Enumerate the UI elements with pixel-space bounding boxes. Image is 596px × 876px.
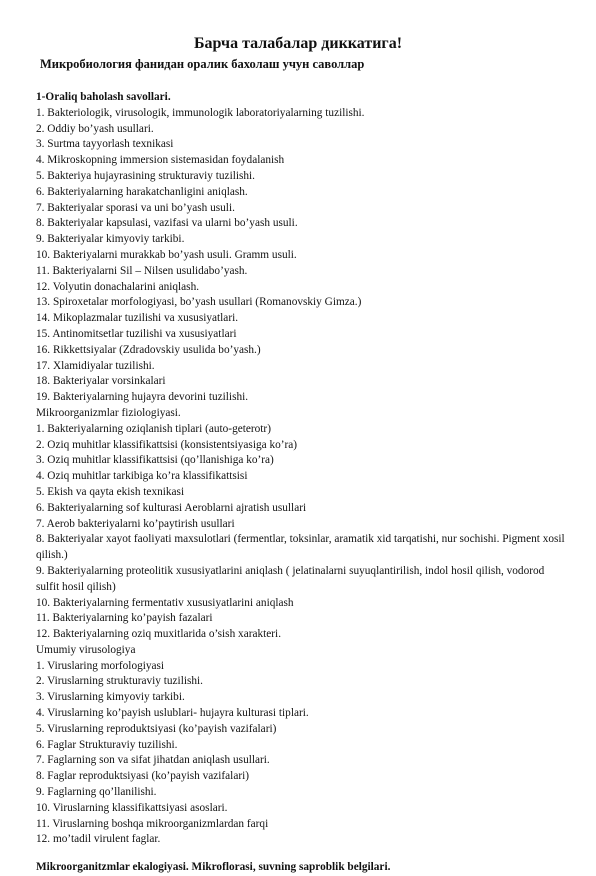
question-item: 7. Faglarning son va sifat jihatdan aniqlash usullari. — [36, 754, 270, 767]
question-item: 7. Aerob bakteriyalarni ko’paytirish usullari — [36, 517, 235, 530]
question-item: 19. Bakteriyalarning hujayra devorini tuzilishi. — [36, 391, 249, 404]
question-item: 11. Viruslarning boshqa mikroorganizmlardan farqi — [36, 817, 269, 830]
question-item: 2. Oziq muhitlar klassifikattsisi (konsistentsiyasiga ko’ra) — [36, 438, 298, 451]
question-item: 5. Viruslarning reproduktsiyasi (ko’payish vazifalari) — [36, 722, 277, 735]
question-item: 12. Bakteriyalarning oziq muxitlarida o’sish xarakteri. — [36, 628, 282, 641]
question-item: 6. Faglar Strukturaviy tuzilishi. — [36, 738, 178, 751]
question-item: 1. Bakteriyalarning oziqlanish tiplari (auto-geterotr) — [36, 422, 271, 435]
question-item: 5. Ekish va qayta ekish texnikasi — [36, 485, 185, 498]
question-item: 5. Bakteriya hujayrasining strukturaviy tuzilishi. — [36, 169, 255, 182]
question-item: 6. Bakteriyalarning sof kulturasi Aeroblarni ajratish usullari — [36, 501, 307, 514]
question-item: 8. Bakteriyalar xayot faoliyati maxsulotlari (fermentlar, toksinlar, aramatik xid tarqatishi, nur sochishi. Pigment xosil qilish.) — [36, 533, 565, 562]
question-item: 12. mo’tadil virulent faglar. — [36, 833, 161, 846]
question-item: 14. Mikoplazmalar tuzilishi va xususiyatlari. — [36, 312, 239, 325]
section2-list — [36, 422, 566, 643]
question-item: 17. Xlamidiyalar tuzilishi. — [36, 359, 155, 372]
question-item: 3. Viruslarning kimyoviy tarkibi. — [36, 691, 185, 704]
question-item: 10. Viruslarning klassifikattsiyasi asoslari. — [36, 801, 228, 814]
question-item: 18. Bakteriyalar vorsinkalari — [36, 375, 166, 388]
question-item: 8. Bakteriyalar kapsulasi, vazifasi va ularni bo’yash usuli. — [36, 217, 298, 230]
spacer — [36, 848, 566, 860]
question-item: 15. Antinomitsetlar tuzilishi va xususiyatlari — [36, 327, 237, 340]
question-item: 6. Bakteriyalarning harakatchanligini aniqlash. — [36, 185, 248, 198]
question-item: 2. Viruslarning strukturaviy tuzilishi. — [36, 675, 203, 688]
section3-list — [36, 659, 566, 849]
question-item: 9. Bakteriyalarning proteolitik xususiyatlarini aniqlash ( jelatinalarni suyuqlantirilish, indol hosil qilish, vodorod sulfit hosil qilish) — [36, 564, 545, 593]
question-item: 13. Spiroxetalar morfologiyasi, bo’yash usullari (Romanovskiy Gimza.) — [36, 296, 362, 309]
question-item: 7. Bakteriyalar sporasi va uni bo’yash usuli. — [36, 201, 235, 214]
question-item: 16. Rikkettsiyalar (Zdradovskiy usulida bo’yash.) — [36, 343, 261, 356]
question-item: 11. Bakteriyalarning ko’payish fazalari — [36, 612, 213, 625]
question-item: 10. Bakteriyalarning fermentativ xususiyatlarini aniqlash — [36, 596, 294, 609]
question-item: 1. Viruslaring morfologiyasi — [36, 659, 165, 672]
question-item: 3. Oziq muhitlar klassifikattsisi (qo’llanishiga ko’ra) — [36, 454, 274, 467]
section-heading-fiziologiya: Mikroorganizmlar fiziologiyasi. — [36, 406, 181, 419]
question-item: 2. Oddiy bo’yash usullari. — [36, 122, 154, 135]
question-item: 1. Bakteriologik, virusologik, immunologik laboratoriyalarning tuzilishi. — [36, 106, 365, 119]
page-title: Барча талабалар диккатига! — [193, 35, 403, 52]
question-item: 4. Oziq muhitlar tarkibiga ko’ra klassifikattsisi — [36, 470, 248, 483]
question-item: 10. Bakteriyalarni murakkab bo’yash usuli. Gramm usuli. — [36, 248, 297, 261]
question-item: 12. Volyutin donachalarini aniqlash. — [36, 280, 200, 293]
question-item: 3. Surtma tayyorlash texnikasi — [36, 138, 174, 151]
page-subtitle: Микробиология фанидан оралик бахолаш учун саволлар — [40, 57, 365, 71]
section-heading-ekologiya: Mikroorganitzmlar ekalogiyasi. Mikroflorasi, suvning saproblik belgilari. — [36, 861, 391, 874]
section-heading-oraliq: 1-Oraliq baholash savollari. — [36, 91, 171, 103]
question-item: 4. Mikroskopning immersion sistemasidan foydalanish — [36, 154, 285, 167]
question-item: 9. Bakteriyalar kimyoviy tarkibi. — [36, 233, 185, 246]
question-item: 9. Faglarning qo’llanilishi. — [36, 786, 157, 799]
question-item: 4. Viruslarning ko’payish uslublari- hujayra kulturasi tiplari. — [36, 707, 309, 720]
question-list — [36, 90, 566, 876]
section-heading-virusologiya: Umumiy virusologiya — [36, 643, 136, 656]
question-item: 11. Bakteriyalarni Sil – Nilsen usulidabo’yash. — [36, 264, 248, 277]
section1-list — [36, 106, 566, 406]
question-item: 8. Faglar reproduktsiyasi (ko’payish vazifalari) — [36, 770, 250, 783]
